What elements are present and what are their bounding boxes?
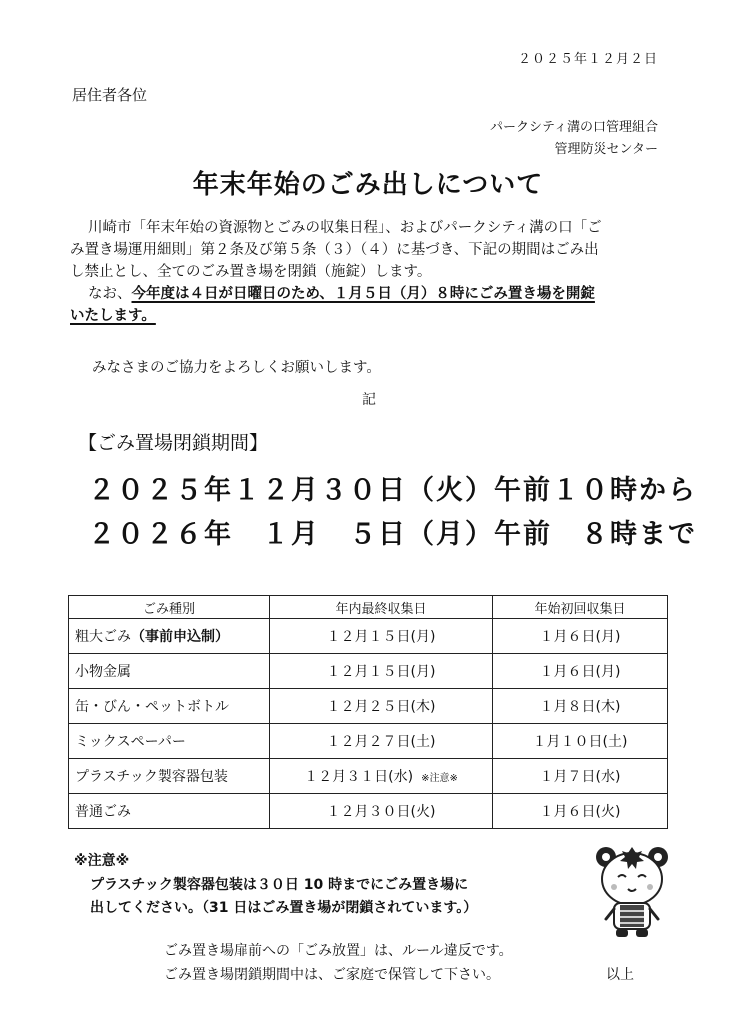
cooperation-request: みなさまのご協力をよろしくお願いします。 <box>92 360 381 376</box>
notice-emphasis-2: いたします。 <box>70 308 156 324</box>
header-garbage-type: ごみ種別 <box>69 596 270 619</box>
notice-lead: なお、 <box>88 286 132 302</box>
table-row <box>69 724 668 759</box>
addressee: 居住者各位 <box>72 86 148 104</box>
document-date: ２０２５年１２月２日 <box>517 52 658 67</box>
mascot-illustration-icon <box>590 843 674 939</box>
first-collection-cell: １月１０日(土) <box>493 724 668 759</box>
garbage-type-cell <box>69 619 270 654</box>
last-collection-cell <box>270 759 493 794</box>
caution-marker: ※注意※ <box>421 773 458 784</box>
table-row <box>69 794 668 829</box>
caution-line-2: 出してください。（31 日はごみ置き場が閉鎖されています。） <box>90 900 478 916</box>
notice-emphasis-1: 今年度は４日が日曜日のため、１月５日（月）８時にごみ置き場を開錠 <box>131 286 595 302</box>
last-collection-date: １２月３１日(水) <box>304 769 414 785</box>
table-header-row <box>69 596 668 619</box>
intro-line-2: み置き場運用細則」第２条及び第５条（３）（４）に基づき、下記の期間はごみ出 <box>70 242 599 258</box>
closing-ijou: 以上 <box>606 967 634 983</box>
last-collection-cell: １２月３０日(火) <box>270 794 493 829</box>
last-collection-cell: １２月１５日(月) <box>270 654 493 689</box>
table-row <box>69 689 668 724</box>
intro-paragraph <box>70 217 670 283</box>
first-collection-cell: １月６日(火) <box>493 794 668 829</box>
closure-end: ２０２６年 １月 ５日（月）午前 ８時まで <box>88 519 697 550</box>
ki-marker: 記 <box>362 392 376 408</box>
garbage-type-cell: 缶・びん・ペットボトル <box>69 689 270 724</box>
notice-paragraph <box>70 283 670 327</box>
caution-line-1: プラスチック製容器包装は３０日 10 時までにごみ置き場に <box>90 877 469 893</box>
garbage-type-cell: プラスチック製容器包装 <box>69 759 270 794</box>
table-row <box>69 759 668 794</box>
garbage-type-note: （事前申込制） <box>131 629 229 645</box>
closure-period-heading: 【ごみ置場閉鎖期間】 <box>78 432 269 454</box>
closing-line-1: ごみ置き場扉前への「ごみ放置」は、ルール違反です。 <box>164 943 513 959</box>
garbage-type: 粗大ごみ <box>75 629 131 645</box>
first-collection-cell: １月７日(水) <box>493 759 668 794</box>
page-title: 年末年始のごみ出しについて <box>192 170 544 200</box>
caution-title: ※注意※ <box>74 853 130 869</box>
closing-line-2: ごみ置き場閉鎖期間中は、ご家庭で保管して下さい。 <box>164 967 500 983</box>
last-collection-cell: １２月１５日(月) <box>270 619 493 654</box>
table-row <box>69 619 668 654</box>
sender-organization: パークシティ溝の口管理組合 <box>490 120 658 135</box>
first-collection-cell: １月６日(月) <box>493 619 668 654</box>
first-collection-cell: １月６日(月) <box>493 654 668 689</box>
last-collection-cell: １２月２７日(土) <box>270 724 493 759</box>
garbage-type-cell: 普通ごみ <box>69 794 270 829</box>
intro-line-3: し禁止とし、全てのごみ置き場を閉鎖（施錠）します。 <box>70 264 432 280</box>
garbage-type-cell: 小物金属 <box>69 654 270 689</box>
sender-department: 管理防災センター <box>554 142 658 157</box>
table-row <box>69 654 668 689</box>
intro-line-1: 川崎市「年末年始の資源物とごみの収集日程」、およびパークシティ溝の口「ご <box>88 220 602 236</box>
header-first-collection: 年始初回収集日 <box>493 596 668 619</box>
collection-schedule-table <box>68 595 668 829</box>
first-collection-cell: １月８日(木) <box>493 689 668 724</box>
header-last-collection: 年内最終収集日 <box>270 596 493 619</box>
closure-start: ２０２５年１２月３０日（火）午前１０時から <box>88 475 697 506</box>
last-collection-cell: １２月２５日(木) <box>270 689 493 724</box>
garbage-type-cell: ミックスペーパー <box>69 724 270 759</box>
